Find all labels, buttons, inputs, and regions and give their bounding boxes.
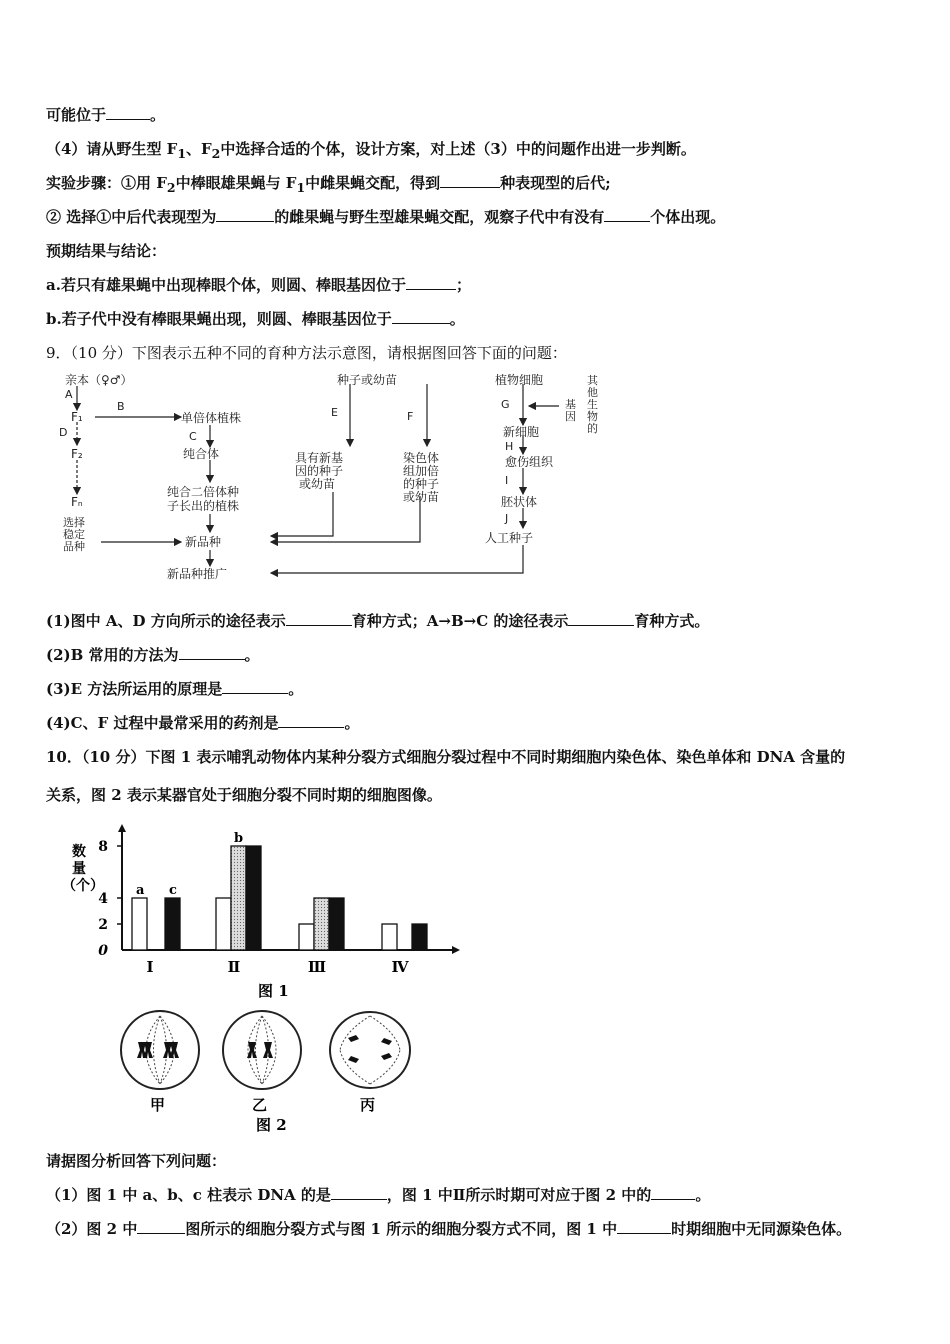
cell-jia — [121, 1011, 199, 1114]
text: a.若只有雄果蝇中出现棒眼个体，则圆、棒眼基因位于 — [46, 276, 406, 294]
label-gene: 因 — [565, 410, 576, 423]
text: 个体出现。 — [650, 208, 726, 226]
label-other: 的 — [587, 422, 598, 435]
label-pure: 纯合体 — [183, 447, 220, 461]
text: 。 — [244, 646, 260, 664]
answer-blank[interactable] — [568, 613, 634, 626]
text: ； — [455, 276, 471, 294]
bar-a-2 — [299, 924, 314, 950]
answer-blank[interactable] — [137, 1221, 185, 1234]
bar-a-1 — [216, 898, 231, 950]
label-seed: 种子或幼苗 — [337, 373, 398, 387]
y-tick-label: 8 — [98, 839, 108, 855]
label-bing: 丙 — [360, 1096, 376, 1114]
cell-bing — [330, 1012, 410, 1114]
text: 。 — [288, 680, 304, 698]
label-select: 选择 — [63, 516, 85, 529]
text-line — [46, 644, 260, 665]
y-axis-label: 数 — [72, 844, 86, 860]
subscript: 2 — [211, 146, 221, 161]
label-A: A — [65, 388, 73, 401]
text-line — [46, 274, 471, 295]
label-G: G — [501, 398, 510, 411]
subscript: 1 — [177, 146, 187, 161]
text-line — [46, 678, 303, 699]
label-mutation: 或幼苗 — [299, 477, 336, 491]
text: （2）图 2 中 — [46, 1220, 138, 1238]
answer-blank[interactable] — [440, 175, 500, 188]
label-other: 物 — [587, 410, 598, 423]
breeding-diagram — [55, 370, 615, 585]
text: 请据图分析回答下列问题： — [46, 1152, 227, 1170]
y-axis-label: 量 — [72, 861, 86, 877]
bar-a-0 — [132, 898, 147, 950]
label-embryoid: 胚状体 — [501, 495, 538, 509]
text: 实验步骤：①用 F — [46, 174, 167, 192]
text: 图所示的细胞分裂方式与图 1 所示的细胞分裂方式不同，图 1 中 — [185, 1220, 618, 1238]
text: 。 — [695, 1186, 711, 1204]
label-J: J — [505, 512, 509, 525]
text: (4)C、F 过程中最常采用的药剂是 — [46, 714, 279, 732]
label-F: F — [407, 410, 414, 423]
label-F2: F₂ — [71, 447, 83, 461]
cell-yi — [223, 1011, 301, 1114]
text-line — [46, 712, 359, 733]
label-I: I — [505, 474, 509, 487]
text-line — [46, 1150, 226, 1171]
y-tick-label: 2 — [98, 917, 108, 933]
answer-blank[interactable] — [617, 1221, 671, 1234]
label-parent: 亲本（♀♂） — [65, 373, 133, 387]
answer-blank[interactable] — [286, 613, 352, 626]
label-mutation: 因的种子 — [295, 464, 344, 478]
text-line — [46, 172, 611, 195]
answer-blank[interactable] — [604, 209, 650, 222]
text: 关系，图 2 表示某器官处于细胞分裂不同时期的细胞图像。 — [46, 786, 442, 804]
bar-label-c: c — [169, 883, 177, 898]
y-axis-arrow — [118, 824, 126, 832]
text: 时期细胞中无同源染色体。 — [671, 1220, 852, 1238]
label-B: B — [117, 400, 125, 413]
label-diploid: 子长出的植株 — [167, 499, 240, 513]
bar-c-2 — [329, 898, 344, 950]
subscript: 1 — [296, 180, 306, 195]
label-polyploid: 或幼苗 — [403, 490, 440, 504]
label-other: 其 — [587, 374, 598, 387]
question-10 — [46, 746, 845, 767]
figure-2-title: 图 2 — [256, 1116, 287, 1134]
text: 。 — [150, 106, 166, 124]
x-tick-label: Ⅱ — [227, 958, 241, 976]
text: 可能位于 — [46, 106, 107, 124]
text: 10．（10 分）下图 1 表示哺乳动物体内某种分裂方式细胞分裂过程中不同时期细胞内染色体、染色单体和 DNA 含量的 — [46, 748, 846, 766]
label-yi: 乙 — [252, 1096, 268, 1114]
y-tick-label: 0 — [98, 943, 108, 959]
text: 育种方式。 — [634, 612, 710, 630]
label-jia: 甲 — [150, 1096, 166, 1114]
answer-blank[interactable] — [106, 107, 150, 120]
text-line — [46, 138, 696, 161]
text: 种表现型的后代; — [500, 174, 611, 192]
label-polyploid: 染色体 — [403, 451, 440, 465]
label-diploid: 纯合二倍体种 — [167, 485, 240, 499]
answer-blank[interactable] — [179, 647, 245, 660]
text: 9．（10 分）下图表示五种不同的育种方法示意图，请根据图回答下面的问题： — [46, 344, 567, 362]
label-promote: 新品种推广 — [167, 567, 228, 581]
answer-blank[interactable] — [278, 715, 344, 728]
text-line — [46, 784, 442, 805]
answer-blank[interactable] — [651, 1187, 695, 1200]
text: （4）请从野生型 F — [46, 140, 178, 158]
text-line — [46, 1184, 710, 1205]
answer-blank[interactable] — [392, 311, 450, 324]
text: 的雌果蝇与野生型雄果蝇交配，观察子代中有没有 — [274, 208, 605, 226]
text: (3)E 方法所运用的原理是 — [46, 680, 223, 698]
answer-blank[interactable] — [216, 209, 274, 222]
text: b.若子代中没有棒眼果蝇出现，则圆、棒眼基因位于 — [46, 310, 392, 328]
text: (2)B 常用的方法为 — [46, 646, 179, 664]
text-line — [46, 308, 465, 329]
answer-blank[interactable] — [222, 681, 288, 694]
label-select: 品种 — [63, 540, 85, 553]
label-mutation: 具有新基 — [295, 451, 344, 465]
x-axis-arrow — [452, 946, 460, 954]
text: 。 — [449, 310, 465, 328]
text: 中棒眼雄果蝇与 F — [175, 174, 297, 192]
label-polyploid: 的种子 — [403, 477, 440, 491]
label-F1: F₁ — [71, 410, 83, 424]
bar-c-3 — [412, 924, 427, 950]
figure-1-bar-chart — [62, 822, 482, 1002]
text: ，图 1 中Ⅱ所示时期可对应于图 2 中的 — [386, 1186, 652, 1204]
text-line — [46, 206, 725, 227]
chromosome-icon — [137, 1042, 179, 1058]
label-gene: 基 — [565, 398, 576, 411]
label-callus: 愈伤组织 — [505, 455, 554, 469]
answer-blank[interactable] — [331, 1187, 387, 1200]
label-H: H — [505, 440, 514, 453]
bar-c-0 — [165, 898, 180, 950]
text-line — [46, 610, 709, 631]
label-other: 他 — [587, 386, 598, 399]
label-D: D — [59, 426, 68, 439]
label-new-cell: 新细胞 — [503, 425, 540, 439]
label-Fn: Fₙ — [71, 495, 83, 509]
label-polyploid: 组加倍 — [403, 464, 440, 478]
question-9 — [46, 342, 567, 363]
bar-label-b: b — [234, 831, 244, 846]
y-axis-label: （个） — [62, 878, 104, 894]
chromosome-icon — [247, 1042, 273, 1058]
x-tick-label: Ⅳ — [391, 958, 409, 976]
text: 、F — [186, 140, 212, 158]
label-artificial-seed: 人工种子 — [485, 531, 534, 545]
text: 中选择合适的个体，设计方案，对上述（3）中的问题作出进一步判断。 — [220, 140, 696, 158]
answer-blank[interactable] — [406, 277, 456, 290]
label-other: 生 — [587, 398, 598, 411]
text: （1）图 1 中 a、b、c 柱表示 DNA 的是 — [46, 1186, 331, 1204]
chromosome-icon — [348, 1035, 392, 1063]
text: (1)图中 A、D 方向所示的途径表示 — [46, 612, 286, 630]
y-tick-label: 4 — [98, 891, 108, 907]
label-C: C — [189, 430, 197, 443]
text-line — [46, 104, 165, 125]
text: 中雌果蝇交配，得到 — [305, 174, 441, 192]
x-tick-label: Ⅲ — [307, 958, 327, 976]
label-E: E — [331, 406, 338, 419]
bar-a-3 — [382, 924, 397, 950]
label-plant-cell: 植物细胞 — [495, 373, 544, 387]
figure-2-cells — [112, 1010, 432, 1135]
label-haploid: 单倍体植株 — [181, 411, 242, 425]
text-line — [46, 1218, 851, 1239]
text-line — [46, 240, 166, 261]
label-select: 稳定 — [63, 528, 85, 541]
text: 预期结果与结论： — [46, 242, 167, 260]
subscript: 2 — [166, 180, 176, 195]
text: 。 — [344, 714, 360, 732]
bar-label-a: a — [136, 883, 145, 898]
bar-c-1 — [246, 846, 261, 950]
text: ② 选择①中后代表现型为 — [46, 208, 217, 226]
bar-b-2 — [314, 898, 329, 950]
x-tick-label: Ⅰ — [146, 958, 154, 976]
chart-title: 图 1 — [258, 982, 289, 1000]
label-new-variety: 新品种 — [185, 535, 222, 549]
bar-b-1 — [231, 846, 246, 950]
text: 育种方式；A→B→C 的途径表示 — [351, 612, 569, 630]
